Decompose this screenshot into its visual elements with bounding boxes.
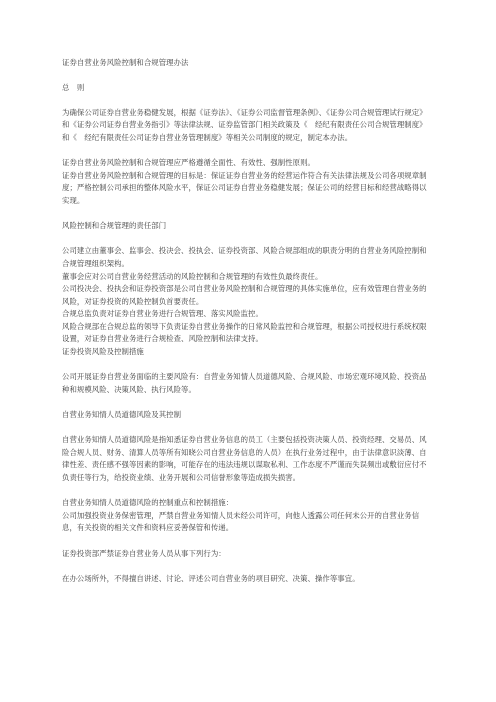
paragraph-text: 为确保公司证券自营业务稳健发展，根据《证券法》、《证券公司监督管理条例》、《证券公司合规管理试行规定》和《证券公司证券自营业务指引》等法律法规、证券监管部门相关政策及《 经纪有限责任公司合规管理制度》和《 经纪有限责任公司证券自营业务管理制度》等相关公司制度的规定，制定本办法。	[62, 107, 427, 142]
section-heading-moral-risk	[62, 409, 434, 422]
heading-text: 风险控制和合规管理的责任部门	[62, 221, 167, 231]
paragraph-text: 在办公场所外，不得擅自讲述、讨论、评述公司自营业务的项目研究、决策、操作等事宜。	[62, 573, 360, 583]
paragraph-text: 公司加强投资业务保密管理，严禁自营业务知情人员未经公司许可，向他人透露公司任何未公开的自营业务信息，有关投资的相关文件和资料应妥善保管和传递。	[62, 510, 420, 533]
paragraph-moral-risk-definition	[62, 434, 434, 484]
heading-text: 自营业务知情人员道德风险及其控制	[62, 410, 182, 420]
heading-text: 总 则	[62, 82, 85, 92]
paragraph-main-risks	[62, 371, 434, 396]
paragraph-text: 证券投资部严禁证券自营业务人员从事下列行为：	[62, 548, 226, 558]
paragraph-text: 公司建立由董事会、监事会、投决会、投执会、证券投资部、风险合规部组成的职责分明的自营业务风险控制和合规管理组织架构。	[62, 246, 427, 268]
paragraph-organization	[62, 245, 434, 358]
paragraph-text: 董事会应对公司自营业务经营活动的风险控制和合规管理的有效性负最终责任。	[62, 271, 323, 281]
heading-text: 证券投资风险及控制措施	[62, 347, 144, 357]
paragraph-text: 风险合规部在合规总监的领导下负责证券自营业务操作的日常风险监控和合规管理，根据公司授权进行系统权限设置，对证券自营业务进行合规检查、风险控制和法律支持。	[62, 321, 427, 344]
paragraph-prohibited-item	[62, 573, 434, 586]
paragraph-text: 公司开展证券自营业务面临的主要风险有：自营业务知情人员道德风险、合规风险、市场宏观环境风险、投资品种和规模风险、决策风险、执行风险等。	[62, 372, 427, 394]
document-title: 证券自营业务风险控制和合规管理办法	[62, 58, 189, 67]
paragraph-text: 自营业务知情人员道德风险的控制重点和控制措施：	[62, 498, 234, 508]
paragraph-prohibited-intro	[62, 548, 434, 561]
paragraph-purpose	[62, 107, 434, 145]
section-heading-general	[62, 82, 434, 95]
paragraph-text: 自营业务知情人员道德风险是指知悉证券自营业务信息的员工（主要包括投资决策人员、投资经理、交易员、风险合规人员、财务、清算人员等所有知晓公司自营业务信息的人员）在执行业务过程中，由于法律意识淡薄、自律性差、责任感不强等因素的影响，可能存在的违法违规以谋取私利、工作态度不严谨而失误频出或敷衍应付不负责任等行为，给投资业绩、业务开展和公司信誉形象等造成损失损害。	[62, 435, 427, 482]
paragraph-principles	[62, 157, 434, 207]
paragraph-text: 公司投决会、投执会和证券投资部是公司自营业务风险控制和合规管理的具体实施单位，应有效管理自营业务的风险，对证券投资的风险控制负首要责任。	[62, 284, 427, 306]
paragraph-text: 证券自营业务风险控制和合规管理应严格遵循全面性、有效性、强制性原则。	[62, 158, 315, 168]
paragraph-text: 证券自营业务风险控制和合规管理的目标是：保证证券自营业务的经营运作符合有关法律法规及公司各项规章制度；严格控制公司承担的整体风险水平，保证公司证券自营业务稳健发展；保证公司的经营目标和经营战略得以实现。	[62, 170, 427, 205]
section-heading-responsibility	[62, 220, 434, 233]
paragraph-text: 合规总监负责对证券自营业务进行合规管理、落实风险监控。	[62, 309, 263, 319]
paragraph-control-measures	[62, 497, 434, 535]
